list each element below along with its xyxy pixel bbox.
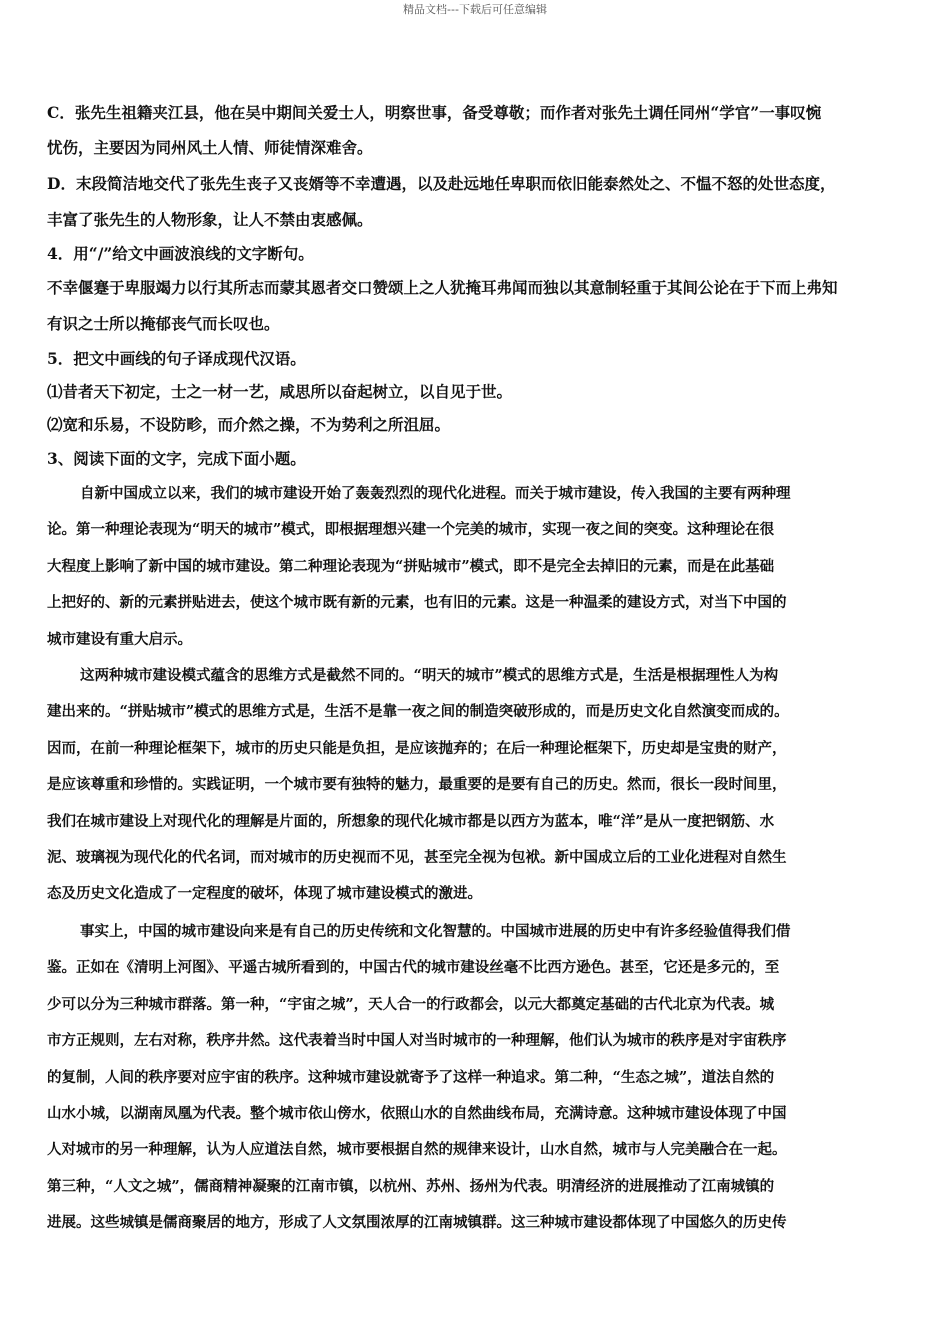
section-3-heading: 3、阅读下面的文字，完成下面小题。 xyxy=(47,449,306,468)
question-4-text-line-1: 不幸偃蹇于卑服竭力以行其所志而蒙其恩者交口赞颂上之人犹掩耳弗闻而独以其意制轻重于其间公论在于下而上弗知 xyxy=(47,278,838,297)
passage-line: 进展。这些城镇是儒商聚居的地方，形成了人文氛围浓厚的江南城镇群。这三种城市建设都体现了中国悠久的历史传 xyxy=(47,1214,787,1232)
passage-line: 上把好的、新的元素拼贴进去，使这个城市既有新的元素，也有旧的元素。这是一种温柔的建设方式，对当下中国的 xyxy=(47,594,787,612)
passage-line: 城市建设有重大启示。 xyxy=(47,630,192,648)
passage-line: 因而，在前一种理论框架下，城市的历史只能是负担，是应该抛弃的；在后一种理论框架下，历史却是宝贵的财产， xyxy=(47,739,787,757)
passage-line: 大程度上影响了新中国的城市建设。第二种理论表现为“拼贴城市”模式，即不是完全去掉旧的元素，而是在此基础 xyxy=(47,557,775,575)
passage-line: 人对城市的另一种理解，认为人应道法自然，城市要根据自然的规律来设计，山水自然，城市与人完美融合在一起。 xyxy=(47,1141,787,1159)
question-5-prompt: 5．把文中画线的句子译成现代汉语。 xyxy=(47,349,306,368)
question-5-sentence-2: ⑵宽和乐易，不设防畛，而介然之操，不为势利之所沮屈。 xyxy=(47,415,451,434)
passage-line: 是应该尊重和珍惜的。实践证明，一个城市要有独特的魅力，最重要的是要有自己的历史。然而，很长一段时间里， xyxy=(47,776,787,794)
passage-line: 山水小城，以湖南凤凰为代表。整个城市依山傍水，依照山水的自然曲线布局，充满诗意。这种城市建设体现了中国 xyxy=(47,1105,787,1123)
passage-line: 这两种城市建设模式蕴含的思维方式是截然不同的。“明天的城市”模式的思维方式是，生活是根据理性人为构 xyxy=(80,667,779,684)
question-4-text-line-2: 有识之士所以掩郁丧气而长叹也。 xyxy=(47,314,280,333)
page-header: 精品文档---下载后可任意编辑 xyxy=(403,3,547,16)
passage-line: 第三种，“人文之城”，儒商精神凝聚的江南市镇，以杭州、苏州、扬州为代表。明清经济的进展推动了江南城镇的 xyxy=(47,1177,775,1195)
passage-line: 论。第一种理论表现为“明天的城市”模式，即根据理想兴建一个完美的城市，实现一夜之间的突变。这种理论在很 xyxy=(47,521,775,539)
passage-line: 少可以分为三种城市群落。第一种，“宇宙之城”，天人合一的行政都会，以元大都奠定基础的古代北京为代表。城 xyxy=(47,995,775,1013)
passage-line: 鉴。正如在《清明上河图》、平遥古城所看到的，中国古代的城市建设丝毫不比西方逊色。甚至，它还是多元的，至 xyxy=(47,959,780,977)
passage-line: 态及历史文化造成了一定程度的破坏，体现了城市建设模式的激进。 xyxy=(47,885,482,903)
option-d-line-2: 丰富了张先生的人物形象，让人不禁由衷感佩。 xyxy=(47,210,373,229)
option-c-line-2: 忧伤，主要因为同州风土人情、师徒情深难舍。 xyxy=(47,138,373,157)
passage-paragraph-3 xyxy=(47,914,907,1242)
passage-line: 市方正规则，左右对称，秩序井然。这代表着当时中国人对当时城市的一种理解，他们认为城市的秩序是对宇宙秩序 xyxy=(47,1032,787,1050)
passage-line: 的复制，人间的秩序要对应宇宙的秩序。这种城市建设就寄予了这样一种追求。第二种，“生态之城”，道法自然的 xyxy=(47,1068,775,1086)
passage-line: 事实上，中国的城市建设向来是有自己的历史传统和文化智慧的。中国城市进展的历史中有许多经验值得我们借 xyxy=(80,923,791,940)
passage-paragraph-1 xyxy=(47,476,907,658)
option-c-line-1: C．张先生祖籍夹江县，他在吴中期间关爱士人，明察世事，备受尊敬；而作者对张先土调任同州“学官”一事叹惋 xyxy=(47,103,822,122)
question-4-prompt: 4．用“/”给文中画波浪线的文字断句。 xyxy=(47,244,314,263)
passage-line: 建出来的。“拼贴城市”模式的思维方式是，生活不是靠一夜之间的制造突破形成的，而是历史文化自然演变而成的。 xyxy=(47,703,789,721)
passage-line: 我们在城市建设上对现代化的理解是片面的，所想象的现代化城市都是以西方为蓝本，唯“洋”是从一度把钢筋、水 xyxy=(47,812,775,830)
passage-line: 自新中国成立以来，我们的城市建设开始了轰轰烈烈的现代化进程。而关于城市建设，传入我国的主要有两种理 xyxy=(80,485,791,502)
passage-paragraph-2 xyxy=(47,658,907,913)
question-5-sentence-1: ⑴昔者天下初定，士之一材一艺，咸思所以奋起树立，以自见于世。 xyxy=(47,382,513,401)
passage-line: 泥、玻璃视为现代化的代名词，而对城市的历史视而不见，甚至完全视为包袱。新中国成立后的工业化进程对自然生 xyxy=(47,849,787,867)
option-d-line-1: D．末段简洁地交代了张先生丧子又丧婿等不幸遭遇，以及赴远地任卑职而依旧能泰然处之、不愠不怒的处世态度， xyxy=(47,174,836,193)
